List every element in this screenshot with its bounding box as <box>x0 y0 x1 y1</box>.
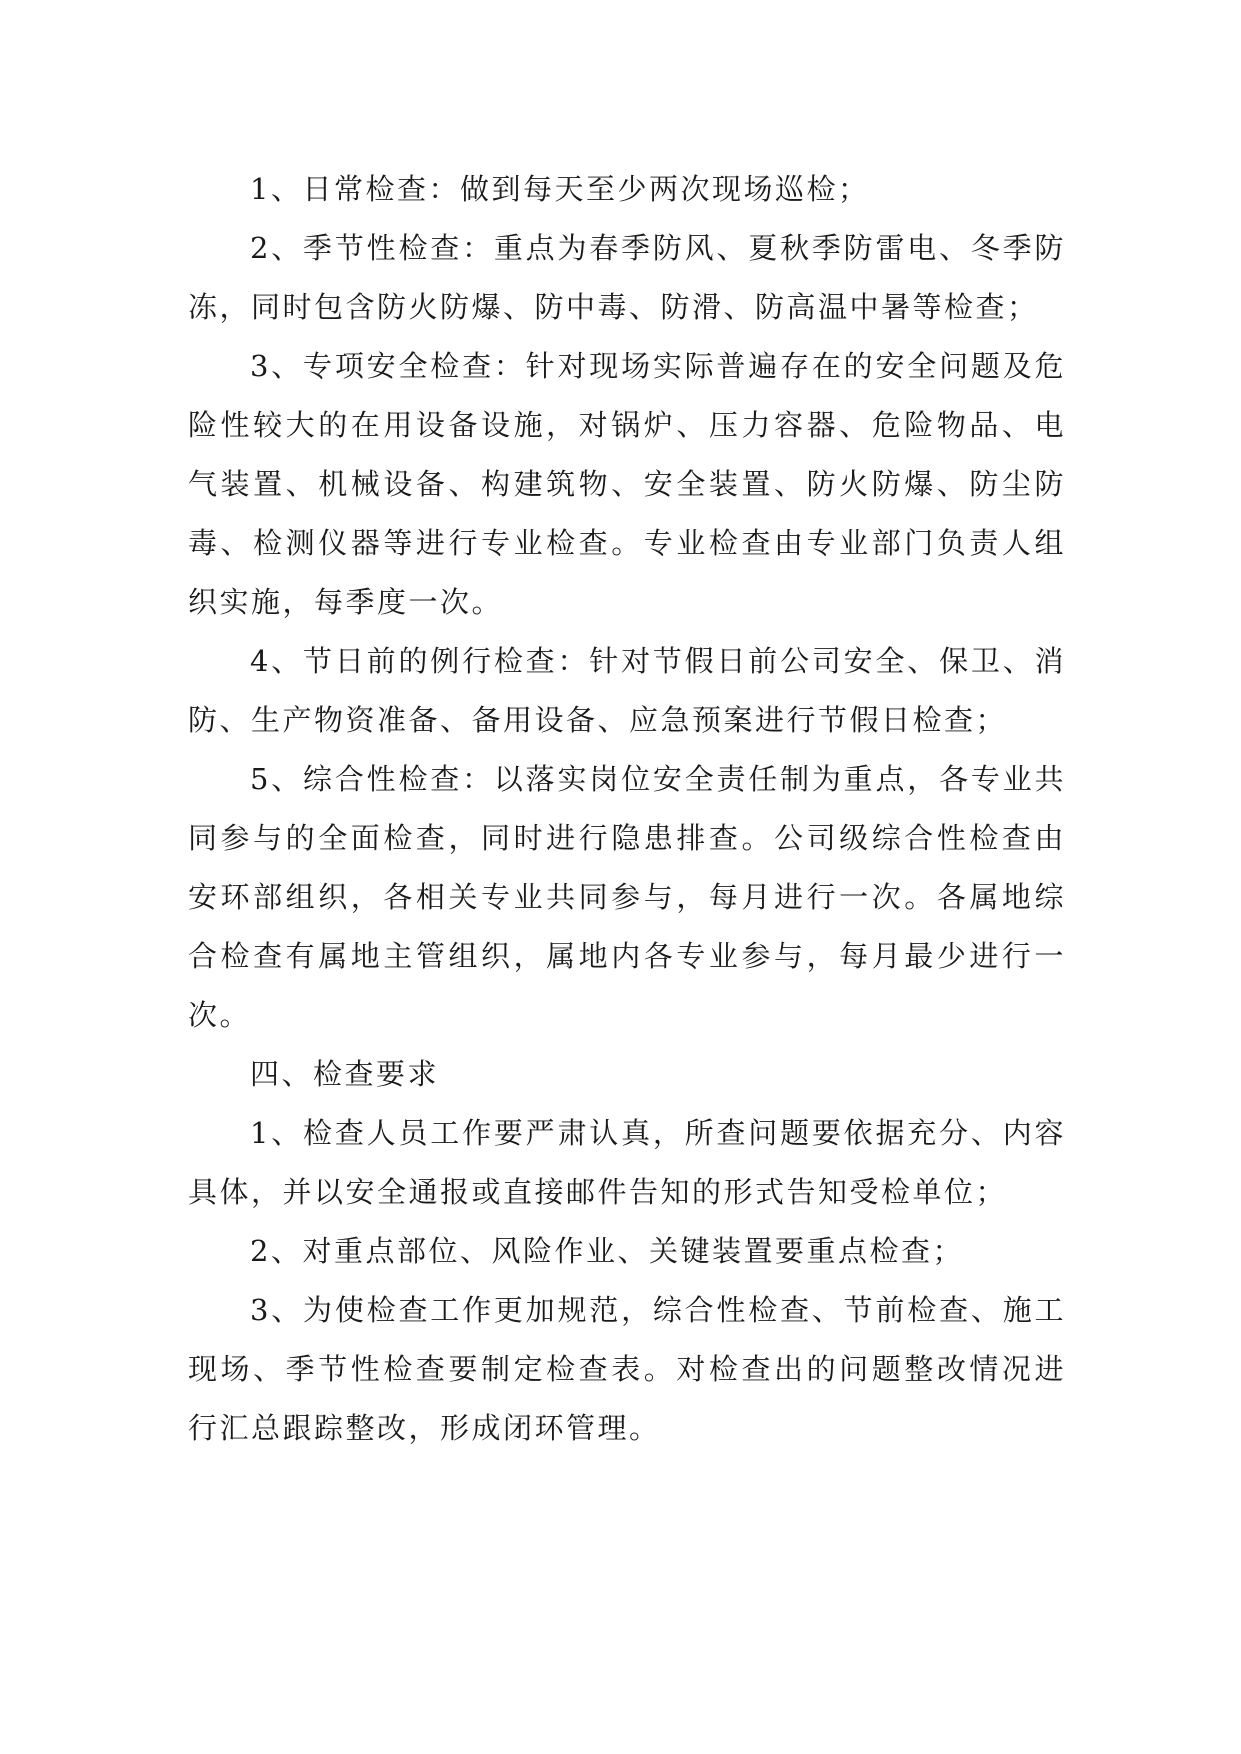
section-heading-inspection-requirements: 四、检查要求 <box>250 1057 440 1091</box>
paragraph-special-inspection: 3、专项安全检查：针对现场实际普遍存在的安全问题及危险性较大的在用设备设施，对锅炉、压力容器、危险物品、电气装置、机械设备、构建筑物、安全装置、防火防爆、防尘防毒、检测仪器等进行专业检查。专业检查由专业部门负责人组织实施，每季度一次。 <box>188 349 1066 619</box>
paragraph-requirement-3: 3、为使检查工作更加规范，综合性检查、节前检查、施工现场、季节性检查要制定检查表。对检查出的问题整改情况进行汇总跟踪整改，形成闭环管理。 <box>188 1293 1066 1445</box>
paragraph-requirement-1: 1、检查人员工作要严肃认真，所查问题要依据充分、内容具体，并以安全通报或直接邮件告知的形式告知受检单位； <box>188 1116 1066 1209</box>
paragraph-daily-inspection: 1、日常检查：做到每天至少两次现场巡检； <box>250 172 870 206</box>
paragraph-seasonal-inspection: 2、季节性检查：重点为春季防风、夏秋季防雷电、冬季防冻，同时包含防火防爆、防中毒、防滑、防高温中暑等检查； <box>188 231 1066 324</box>
paragraph-holiday-inspection: 4、节日前的例行检查：针对节假日前公司安全、保卫、消防、生产物资准备、备用设备、应急预案进行节假日检查； <box>188 644 1066 737</box>
paragraph-comprehensive-inspection: 5、综合性检查：以落实岗位安全责任制为重点，各专业共同参与的全面检查，同时进行隐患排查。公司级综合性检查由安环部组织，各相关专业共同参与，每月进行一次。各属地综合检查有属地主管组织，属地内各专业参与，每月最少进行一次。 <box>188 762 1066 1032</box>
document-body <box>188 160 1066 1458</box>
paragraph-requirement-2: 2、对重点部位、风险作业、关键装置要重点检查； <box>250 1234 964 1268</box>
